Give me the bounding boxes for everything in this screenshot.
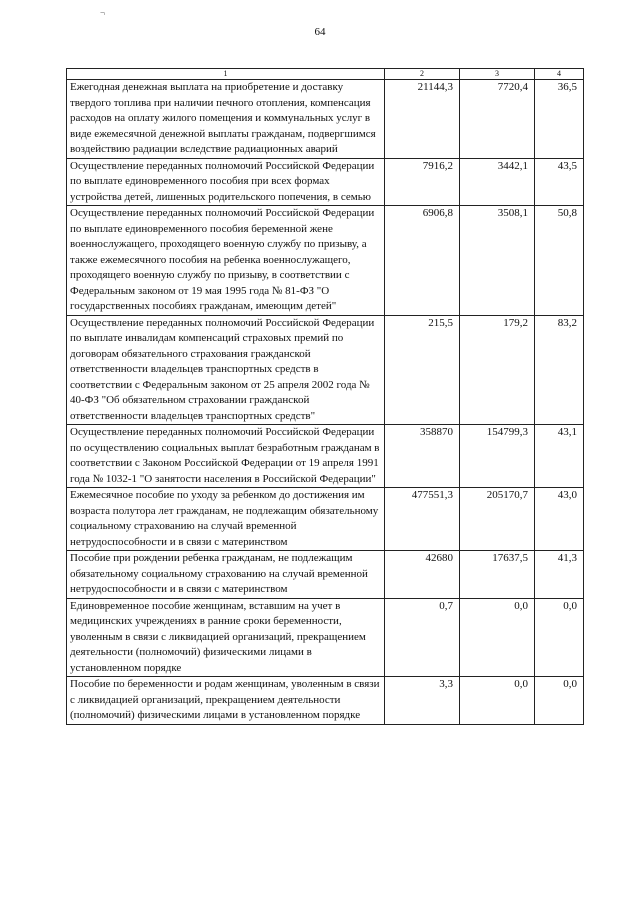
row-value-col4: 36,5	[535, 80, 584, 159]
row-value-col3: 0,0	[460, 598, 535, 677]
column-header-3: 3	[460, 69, 535, 80]
row-value-col3: 179,2	[460, 315, 535, 425]
scan-mark: ¬	[100, 8, 106, 18]
row-value-col2: 358870	[385, 425, 460, 488]
row-value-col4: 83,2	[535, 315, 584, 425]
row-description: Пособие при рождении ребенка гражданам, не подлежащим обязательному социальному страхованию на случай временной нетрудоспособности и в связи с материнством	[67, 551, 385, 599]
row-value-col2: 215,5	[385, 315, 460, 425]
row-value-col2: 477551,3	[385, 488, 460, 551]
row-description: Единовременное пособие женщинам, вставшим на учет в медицинских учреждениях в ранние сроки беременности, уволенным в связи с ликвидацией организаций, прекращением деятельности (полномочий) физическими лицами в установленном порядке	[67, 598, 385, 677]
row-value-col4: 0,0	[535, 598, 584, 677]
row-value-col4: 43,0	[535, 488, 584, 551]
row-value-col3: 205170,7	[460, 488, 535, 551]
row-value-col3: 3442,1	[460, 158, 535, 206]
row-value-col2: 42680	[385, 551, 460, 599]
row-description: Пособие по беременности и родам женщинам, уволенным в связи с ликвидацией организаций, прекращением деятельности (полномочий) физическими лицами в установленном порядке	[67, 677, 385, 725]
row-value-col3: 7720,4	[460, 80, 535, 159]
row-value-col4: 41,3	[535, 551, 584, 599]
row-value-col2: 6906,8	[385, 206, 460, 316]
row-value-col4: 50,8	[535, 206, 584, 316]
row-description: Осуществление переданных полномочий Российской Федерации по выплате единовременного пособия беременной жене военнослужащего, проходящего военную службу по призыву, а также ежемесячного пособия на ребенка военнослужащего, проходящего военную службу по призыву, в соответствии с Федеральным законом от 19 мая 1995 года № 81-ФЗ "О государственных пособиях гражданам, имеющим детей"	[67, 206, 385, 316]
column-header-1: 1	[67, 69, 385, 80]
table-row	[67, 80, 584, 159]
row-value-col2: 21144,3	[385, 80, 460, 159]
row-value-col4: 43,5	[535, 158, 584, 206]
row-value-col3: 154799,3	[460, 425, 535, 488]
table-row	[67, 425, 584, 488]
row-description: Осуществление переданных полномочий Российской Федерации по осуществлению социальных выплат безработным гражданам в соответствии с Законом Российской Федерации от 19 апреля 1991 года № 1032-1 "О занятости населения в Российской Федерации"	[67, 425, 385, 488]
row-value-col3: 17637,5	[460, 551, 535, 599]
table-row	[67, 677, 584, 725]
row-description: Осуществление переданных полномочий Российской Федерации по выплате инвалидам компенсаций страховых премий по договорам обязательного страхования гражданской ответственности владельцев транспортных средств в соответствии с Федеральным законом от 25 апреля 2002 года № 40-ФЗ "Об обязательном страховании гражданской ответственности владельцев транспортных средств"	[67, 315, 385, 425]
row-value-col3: 0,0	[460, 677, 535, 725]
row-description: Ежемесячное пособие по уходу за ребенком до достижения им возраста полутора лет гражданам, не подлежащим обязательному социальному страхованию на случай временной нетрудоспособности и в связи с материнством	[67, 488, 385, 551]
row-value-col4: 43,1	[535, 425, 584, 488]
row-value-col2: 3,3	[385, 677, 460, 725]
table-header-row	[67, 69, 584, 80]
row-value-col3: 3508,1	[460, 206, 535, 316]
row-value-col4: 0,0	[535, 677, 584, 725]
table-row	[67, 598, 584, 677]
row-description: Ежегодная денежная выплата на приобретение и доставку твердого топлива при наличии печного отопления, компенсация расходов на оплату жилого помещения и коммунальных услуг в виде ежемесячной денежной выплаты гражданам, подвергшимся воздействию радиации вследствие радиационных аварий	[67, 80, 385, 159]
table-row	[67, 206, 584, 316]
column-header-4: 4	[535, 69, 584, 80]
table-row	[67, 315, 584, 425]
row-description: Осуществление переданных полномочий Российской Федерации по выплате единовременного пособия при всех формах устройства детей, лишенных родительского попечения, в семью	[67, 158, 385, 206]
table-row	[67, 551, 584, 599]
row-value-col2: 0,7	[385, 598, 460, 677]
page-number: 64	[314, 26, 326, 38]
column-header-2: 2	[385, 69, 460, 80]
table-row	[67, 158, 584, 206]
row-value-col2: 7916,2	[385, 158, 460, 206]
table-row	[67, 488, 584, 551]
budget-table	[66, 68, 584, 725]
